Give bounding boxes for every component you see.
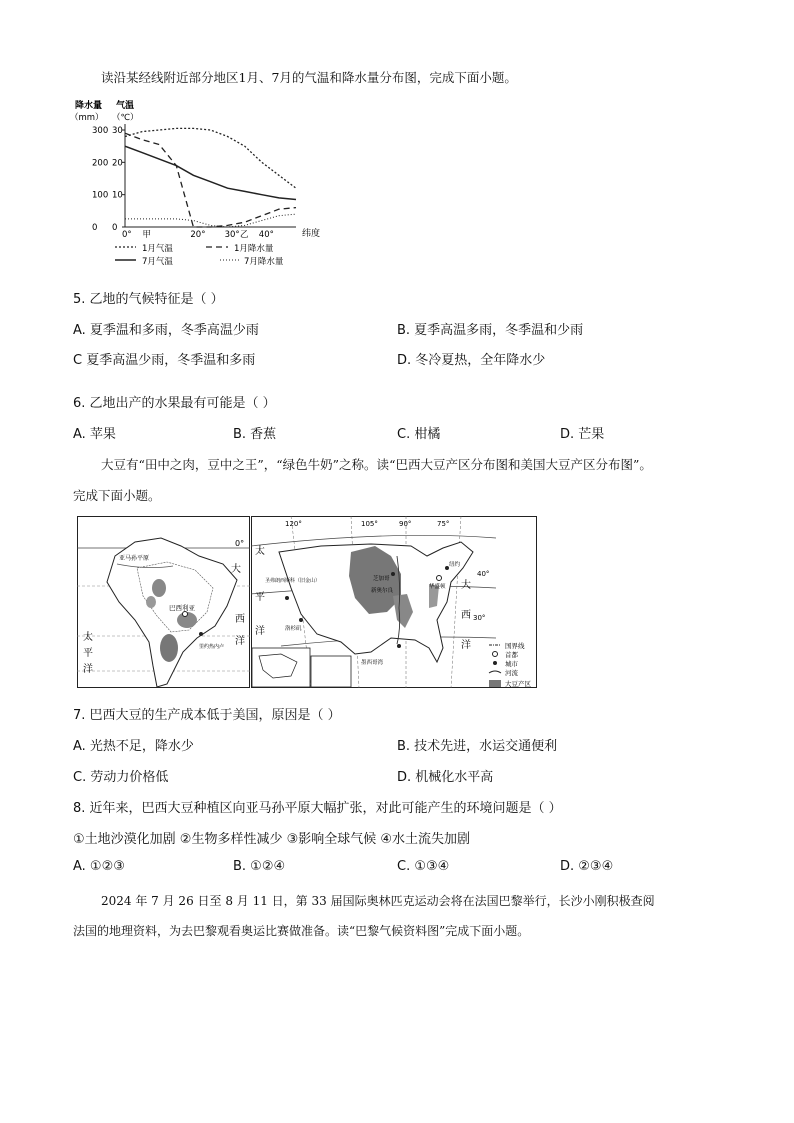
x-tick-label: 40°	[258, 230, 274, 240]
q8-option-a[interactable]: A. ①②③	[73, 859, 125, 874]
question-5: 5. 乙地的气候特征是（ ）	[73, 292, 224, 307]
lat-30: 30°	[473, 614, 486, 622]
q8-option-d[interactable]: D. ②③④	[560, 859, 614, 874]
label-ping: 平	[255, 592, 265, 603]
city-la	[299, 618, 303, 622]
x-tick-label: 甲	[142, 230, 152, 240]
usa-map-legend	[487, 640, 547, 692]
q7-option-b[interactable]: B. 技术先进，水运交通便利	[397, 739, 558, 754]
x-axis-label: 纬度	[302, 229, 321, 239]
lon-75: 75°	[437, 520, 450, 528]
label-yang2: 洋	[461, 640, 471, 651]
intro-text-3a: 2024 年 7 月 26 日至 8 月 11 日，第 33 届国际奥林匹克运动会将在法国巴黎举行，长沙小刚积极查阅	[101, 894, 655, 908]
legend-capital: 首都	[505, 651, 518, 659]
lon-90: 90°	[399, 520, 412, 528]
q8-option-c[interactable]: C. ①③④	[397, 859, 450, 874]
label-washington: 华盛顿	[429, 584, 446, 590]
q5-option-b[interactable]: B. 夏季高温多雨，冬季温和少雨	[397, 323, 584, 338]
q5-option-d[interactable]: D. 冬冷夏热，全年降水少	[397, 353, 546, 368]
left-tick-label: 100	[92, 190, 109, 201]
soy-region-3	[160, 634, 178, 662]
right-tick-label: 10	[112, 190, 123, 201]
series-line	[125, 146, 296, 199]
label-sf: 圣弗朗西斯科（旧金山）	[265, 578, 321, 584]
label-da: 大	[461, 580, 471, 591]
q8-items: ①土地沙漠化加剧 ②生物多样性减少 ③影响全球气候 ④水土流失加剧	[73, 832, 471, 847]
q5-option-a[interactable]: A. 夏季温和多雨，冬季高温少雨	[73, 323, 259, 338]
label-newyork: 纽约	[449, 562, 461, 568]
lon-105: 105°	[361, 520, 378, 528]
intro-text-2a: 大豆有“田中之肉，豆中之王”，“绿色牛奶”之称。读“巴西大豆产区分布图和美国大豆产区分布图”。	[101, 457, 652, 472]
ylabel-right-unit: （℃）	[112, 113, 139, 123]
brazil-soybean-map	[77, 516, 250, 688]
label-chicago: 芝加哥	[373, 576, 390, 582]
intro-text-1: 读沿某经线附近部分地区1月、7月的气温和降水量分布图，完成下面小题。	[101, 70, 517, 85]
label-da: 大	[231, 564, 241, 575]
left-tick-label: 200	[92, 158, 109, 169]
x-tick-label: 乙	[239, 230, 249, 240]
x-tick-label: 20°	[190, 230, 206, 240]
capital-marker	[183, 612, 188, 617]
question-8: 8. 近年来，巴西大豆种植区向亚马孙平原大幅扩张，对此可能产生的环境问题是（ ）	[73, 801, 562, 816]
series-line	[125, 133, 296, 227]
right-tick-label: 30	[112, 126, 123, 136]
x-tick-label: 30°	[224, 230, 240, 240]
legend-jan-temp: 1月气温	[142, 244, 173, 254]
q6-option-b[interactable]: B. 香蕉	[233, 427, 277, 442]
q6-option-a[interactable]: A. 苹果	[73, 427, 116, 442]
city-marker	[199, 632, 203, 636]
chart-legend	[115, 243, 284, 267]
label-yang-left: 洋	[83, 664, 93, 675]
q5-option-c[interactable]: C 夏季高温少雨，冬季温和多雨	[73, 353, 256, 368]
legend-border: 国界线	[505, 642, 525, 650]
label-xi: 西	[235, 614, 245, 625]
label-neworleans: 新奥尔良	[371, 588, 394, 594]
left-tick-label: 0	[92, 223, 98, 233]
legend-city: 城市	[505, 660, 518, 668]
q6-option-c[interactable]: C. 柑橘	[397, 427, 441, 442]
climate-line-chart	[70, 96, 340, 274]
city-chicago	[391, 572, 395, 576]
label-rio: 里约热内卢	[199, 644, 225, 650]
question-6: 6. 乙地出产的水果最有可能是（ ）	[73, 396, 276, 411]
q7-option-a[interactable]: A. 光热不足，降水少	[73, 739, 194, 754]
series-line	[125, 214, 296, 227]
label-brasilia: 巴西利亚	[169, 604, 195, 612]
label-gulf: 墨西哥湾	[361, 660, 384, 666]
label-xi: 西	[461, 610, 471, 621]
label-la: 洛杉矶	[285, 626, 302, 632]
legend-soy: 大豆产区	[505, 680, 531, 688]
intro-text-2b: 完成下面小题。	[73, 488, 161, 503]
lon-120: 120°	[285, 520, 302, 528]
label-ping: 平	[83, 648, 93, 659]
ylabel-right: 气温	[116, 101, 135, 111]
ylabel-left-unit: （mm）	[70, 113, 104, 123]
label-yang: 洋	[255, 626, 265, 637]
soy-region-1	[152, 579, 166, 597]
legend-jan-precip: 1月降水量	[234, 244, 274, 254]
lat-40: 40°	[477, 570, 490, 578]
hawaii-inset	[311, 656, 351, 687]
x-tick-label: 0°	[122, 230, 132, 240]
q8-option-b[interactable]: B. ①②④	[233, 859, 286, 874]
capital-washington	[437, 576, 442, 581]
legend-jul-temp: 7月气温	[142, 257, 173, 267]
intro-text-3b: 法国的地理资料，为去巴黎观看奥运比赛做准备。读“巴黎气候资料图”完成下面小题。	[73, 924, 530, 938]
label-tai: 太	[83, 632, 93, 643]
series-line	[125, 128, 296, 188]
city-sf	[285, 596, 289, 600]
city-neworleans	[397, 644, 401, 648]
label-yang-right: 洋	[235, 636, 245, 647]
label-amazon: 亚马孙平原	[119, 555, 150, 562]
soy-region-4	[146, 596, 156, 608]
q7-option-d[interactable]: D. 机械化水平高	[397, 770, 494, 785]
right-tick-label: 20	[112, 158, 123, 169]
lat-0: 0°	[235, 539, 245, 548]
q7-option-c[interactable]: C. 劳动力价格低	[73, 770, 169, 785]
right-tick-label: 0	[112, 223, 118, 233]
left-tick-label: 300	[92, 126, 109, 136]
ylabel-left: 降水量	[75, 101, 103, 111]
q6-option-d[interactable]: D. 芒果	[560, 427, 605, 442]
legend-jul-precip: 7月降水量	[244, 257, 284, 267]
label-tai: 太	[255, 546, 265, 557]
legend-river: 河流	[505, 669, 518, 677]
question-7: 7. 巴西大豆的生产成本低于美国，原因是（ ）	[73, 708, 341, 723]
